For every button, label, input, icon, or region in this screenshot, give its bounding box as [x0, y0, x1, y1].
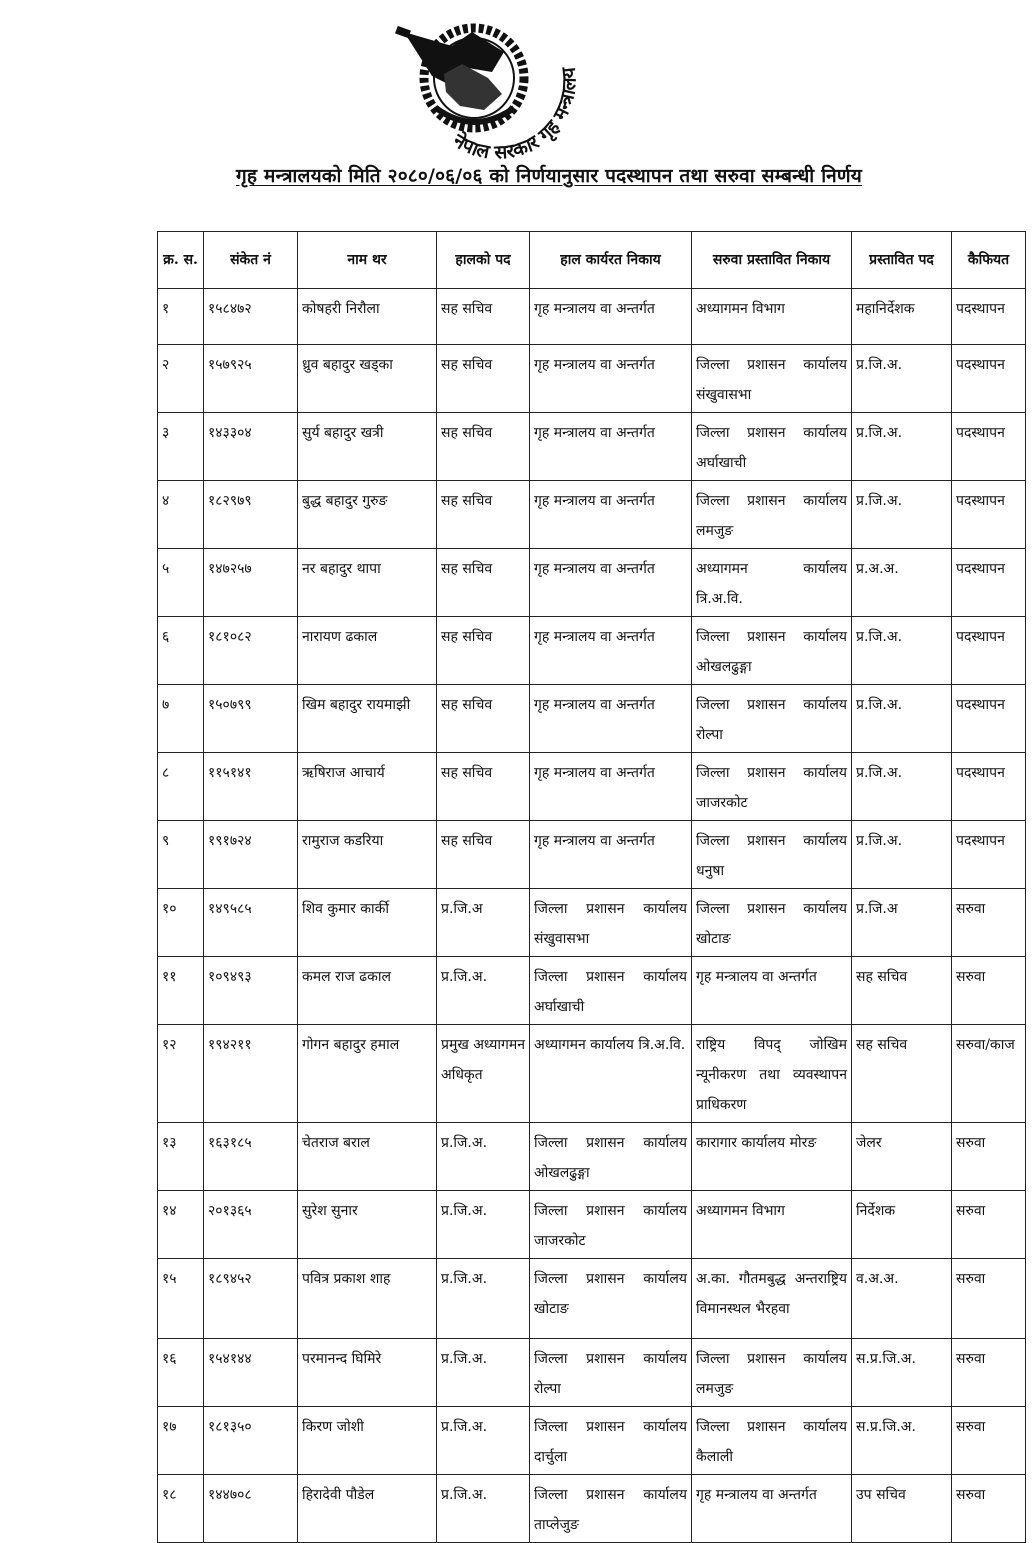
cell-col-name: कमल राज ढकाल [298, 957, 437, 1025]
cell-col-name: पवित्र प्रकाश शाह [298, 1259, 437, 1339]
transfer-table [157, 231, 1026, 1543]
cell-col-proposed-post: महानिर्देशक [852, 289, 952, 345]
cell-col-serial: १७ [158, 1407, 204, 1475]
table-row [158, 345, 1026, 413]
cell-col-current-office: गृह मन्त्रालय वा अन्तर्गत [530, 549, 692, 617]
cell-col-remarks: सरुवा [952, 1407, 1026, 1475]
cell-col-proposed-post: प्र.जि.अ [852, 889, 952, 957]
cell-col-serial: ७ [158, 685, 204, 753]
cell-col-current-office: गृह मन्त्रालय वा अन्तर्गत [530, 753, 692, 821]
cell-col-serial: १ [158, 289, 204, 345]
cell-col-code: १५०७९९ [204, 685, 298, 753]
cell-col-remarks: सरुवा [952, 1123, 1026, 1191]
cell-col-current-post: प्र.जि.अ. [437, 1123, 530, 1191]
cell-col-current-post: सह सचिव [437, 821, 530, 889]
cell-col-current-office: अध्यागमन कार्यालय त्रि.अ.वि. [530, 1025, 692, 1123]
cell-col-code: १४७२५७ [204, 549, 298, 617]
cell-col-code: १४९५८५ [204, 889, 298, 957]
header-col-code: संकेत नं [204, 232, 298, 289]
cell-col-name: रामुराज कडरिया [298, 821, 437, 889]
cell-col-serial: १६ [158, 1339, 204, 1407]
cell-col-code: १०९४९३ [204, 957, 298, 1025]
cell-col-remarks: सरुवा/काज [952, 1025, 1026, 1123]
cell-col-proposed-post: प्र.जि.अ. [852, 481, 952, 549]
cell-col-remarks: पदस्थापन [952, 821, 1026, 889]
cell-col-current-post: सह सचिव [437, 413, 530, 481]
cell-col-current-post: प्र.जि.अ. [437, 1339, 530, 1407]
cell-col-serial: १२ [158, 1025, 204, 1123]
cell-col-remarks: सरुवा [952, 1339, 1026, 1407]
cell-col-proposed-office: जिल्ला प्रशासन कार्यालय जाजरकोट [692, 753, 852, 821]
seal-text: नेपाल सरकार गृह मन्त्रालय [449, 66, 581, 164]
cell-col-name: किरण जोशी [298, 1407, 437, 1475]
cell-col-current-post: सह सचिव [437, 289, 530, 345]
cell-col-proposed-post: सह सचिव [852, 957, 952, 1025]
cell-col-remarks: पदस्थापन [952, 413, 1026, 481]
cell-col-remarks: सरुवा [952, 889, 1026, 957]
cell-col-proposed-office: जिल्ला प्रशासन कार्यालय धनुषा [692, 821, 852, 889]
table-row [158, 1339, 1026, 1407]
cell-col-current-office: जिल्ला प्रशासन कार्यालय ताप्लेजुङ [530, 1475, 692, 1543]
cell-col-code: १६३१८५ [204, 1123, 298, 1191]
cell-col-code: १८१३५० [204, 1407, 298, 1475]
table-row [158, 1025, 1026, 1123]
header-col-proposed-post: प्रस्तावित पद [852, 232, 952, 289]
header-col-current-post: हालको पद [437, 232, 530, 289]
cell-col-current-post: सह सचिव [437, 345, 530, 413]
cell-col-proposed-post: प्र.जि.अ. [852, 413, 952, 481]
cell-col-proposed-office: जिल्ला प्रशासन कार्यालय रोल्पा [692, 685, 852, 753]
cell-col-remarks: सरुवा [952, 1475, 1026, 1543]
cell-col-proposed-office: जिल्ला प्रशासन कार्यालय अर्घाखाची [692, 413, 852, 481]
cell-col-current-post: प्र.जि.अ. [437, 957, 530, 1025]
cell-col-proposed-office: अध्यागमन विभाग [692, 1191, 852, 1259]
cell-col-proposed-office: राष्ट्रिय विपद् जोखिम न्यूनीकरण तथा व्यवस्थापन प्राधिकरण [692, 1025, 852, 1123]
cell-col-serial: ५ [158, 549, 204, 617]
cell-col-name: कोषहरी निरौला [298, 289, 437, 345]
cell-col-name: ध्रुव बहादुर खड्का [298, 345, 437, 413]
cell-col-current-office: गृह मन्त्रालय वा अन्तर्गत [530, 617, 692, 685]
cell-col-current-post: सह सचिव [437, 685, 530, 753]
cell-col-proposed-post: प्र.जि.अ. [852, 753, 952, 821]
cell-col-code: १४४७०८ [204, 1475, 298, 1543]
cell-col-code: १८१०८२ [204, 617, 298, 685]
table-row [158, 821, 1026, 889]
cell-col-proposed-post: प्र.जि.अ. [852, 821, 952, 889]
table-row [158, 889, 1026, 957]
cell-col-proposed-office: जिल्ला प्रशासन कार्यालय संखुवासभा [692, 345, 852, 413]
cell-col-current-post: सह सचिव [437, 481, 530, 549]
cell-col-proposed-post: प्र.अ.अ. [852, 549, 952, 617]
cell-col-proposed-post: जेलर [852, 1123, 952, 1191]
cell-col-serial: ८ [158, 753, 204, 821]
cell-col-current-office: जिल्ला प्रशासन कार्यालय ओखलढुङ्गा [530, 1123, 692, 1191]
cell-col-current-office: गृह मन्त्रालय वा अन्तर्गत [530, 345, 692, 413]
cell-col-current-post: सह सचिव [437, 549, 530, 617]
cell-col-current-office: जिल्ला प्रशासन कार्यालय रोल्पा [530, 1339, 692, 1407]
table-row [158, 685, 1026, 753]
cell-col-remarks: पदस्थापन [952, 549, 1026, 617]
table-header-row [158, 232, 1026, 289]
cell-col-current-office: जिल्ला प्रशासन कार्यालय संखुवासभा [530, 889, 692, 957]
cell-col-proposed-post: प्र.जि.अ. [852, 345, 952, 413]
cell-col-proposed-post: प्र.जि.अ. [852, 617, 952, 685]
cell-col-name: नारायण ढकाल [298, 617, 437, 685]
cell-col-remarks: पदस्थापन [952, 753, 1026, 821]
cell-col-current-post: सह सचिव [437, 617, 530, 685]
table-row [158, 1259, 1026, 1339]
cell-col-proposed-post: उप सचिव [852, 1475, 952, 1543]
cell-col-serial: १३ [158, 1123, 204, 1191]
cell-col-serial: ६ [158, 617, 204, 685]
cell-col-code: १५८४७२ [204, 289, 298, 345]
cell-col-remarks: सरुवा [952, 957, 1026, 1025]
header-col-name: नाम थर [298, 232, 437, 289]
cell-col-current-post: प्र.जि.अ [437, 889, 530, 957]
document-title: गृह मन्त्रालयको मिति २०८०/०६/०६ को निर्णयानुसार पदस्थापन तथा सरुवा सम्बन्धी निर्णय [236, 165, 863, 187]
cell-col-current-post: प्र.जि.अ. [437, 1475, 530, 1543]
cell-col-serial: ४ [158, 481, 204, 549]
cell-col-name: गोगन बहादुर हमाल [298, 1025, 437, 1123]
cell-col-remarks: पदस्थापन [952, 289, 1026, 345]
cell-col-name: खिम बहादुर रायमाझी [298, 685, 437, 753]
cell-col-proposed-post: व.अ.अ. [852, 1259, 952, 1339]
cell-col-current-office: गृह मन्त्रालय वा अन्तर्गत [530, 821, 692, 889]
cell-col-proposed-office: जिल्ला प्रशासन कार्यालय लमजुङ [692, 1339, 852, 1407]
table-row [158, 549, 1026, 617]
cell-col-code: १९४२११ [204, 1025, 298, 1123]
cell-col-proposed-post: स.प्र.जि.अ. [852, 1407, 952, 1475]
cell-col-remarks: सरुवा [952, 1259, 1026, 1339]
cell-col-proposed-office: अ.का. गौतमबुद्ध अन्तराष्ट्रिय विमानस्थल भैरहवा [692, 1259, 852, 1339]
cell-col-name: ऋषिराज आचार्य [298, 753, 437, 821]
cell-col-current-post: प्र.जि.अ. [437, 1407, 530, 1475]
cell-col-proposed-office: जिल्ला प्रशासन कार्यालय लमजुङ [692, 481, 852, 549]
cell-col-current-post: सह सचिव [437, 753, 530, 821]
cell-col-proposed-post: निर्देशक [852, 1191, 952, 1259]
cell-col-proposed-office: अध्यागमन विभाग [692, 289, 852, 345]
cell-col-proposed-office: अध्यागमन कार्यालय त्रि.अ.वि. [692, 549, 852, 617]
cell-col-code: १८२९७९ [204, 481, 298, 549]
cell-col-remarks: पदस्थापन [952, 345, 1026, 413]
cell-col-current-office: गृह मन्त्रालय वा अन्तर्गत [530, 685, 692, 753]
cell-col-name: सुरेश सुनार [298, 1191, 437, 1259]
cell-col-current-post: प्र.जि.अ. [437, 1259, 530, 1339]
table-row [158, 1191, 1026, 1259]
cell-col-serial: १८ [158, 1475, 204, 1543]
cell-col-code: १५७९२५ [204, 345, 298, 413]
table-row [158, 1407, 1026, 1475]
cell-col-remarks: सरुवा [952, 1191, 1026, 1259]
cell-col-name: परमानन्द घिमिरे [298, 1339, 437, 1407]
cell-col-current-post: प्र.जि.अ. [437, 1191, 530, 1259]
cell-col-name: हिरादेवी पौडेल [298, 1475, 437, 1543]
cell-col-name: शिव कुमार कार्की [298, 889, 437, 957]
table-row [158, 413, 1026, 481]
cell-col-code: २०१३६५ [204, 1191, 298, 1259]
cell-col-code: १८९४५२ [204, 1259, 298, 1339]
cell-col-current-office: जिल्ला प्रशासन कार्यालय जाजरकोट [530, 1191, 692, 1259]
header-col-serial: क्र. स. [158, 232, 204, 289]
cell-col-code: १९१७२४ [204, 821, 298, 889]
cell-col-current-office: गृह मन्त्रालय वा अन्तर्गत [530, 481, 692, 549]
cell-col-serial: १५ [158, 1259, 204, 1339]
table-row [158, 957, 1026, 1025]
cell-col-name: बुद्ध बहादुर गुरुङ [298, 481, 437, 549]
cell-col-name: नर बहादुर थापा [298, 549, 437, 617]
cell-col-serial: १० [158, 889, 204, 957]
cell-col-code: १५४१४४ [204, 1339, 298, 1407]
cell-col-remarks: पदस्थापन [952, 617, 1026, 685]
table-row [158, 289, 1026, 345]
cell-col-serial: २ [158, 345, 204, 413]
cell-col-current-office: गृह मन्त्रालय वा अन्तर्गत [530, 289, 692, 345]
header-col-current-office: हाल कार्यरत निकाय [530, 232, 692, 289]
cell-col-proposed-office: कारागार कार्यालय मोरङ [692, 1123, 852, 1191]
cell-col-serial: ९ [158, 821, 204, 889]
cell-col-proposed-office: जिल्ला प्रशासन कार्यालय ओखलढुङ्गा [692, 617, 852, 685]
table-row [158, 1475, 1026, 1543]
cell-col-current-office: जिल्ला प्रशासन कार्यालय खोटाङ [530, 1259, 692, 1339]
cell-col-current-office: गृह मन्त्रालय वा अन्तर्गत [530, 413, 692, 481]
cell-col-proposed-office: गृह मन्त्रालय वा अन्तर्गत [692, 957, 852, 1025]
cell-col-current-office: जिल्ला प्रशासन कार्यालय अर्घाखाची [530, 957, 692, 1025]
table-row [158, 1123, 1026, 1191]
cell-col-serial: ११ [158, 957, 204, 1025]
cell-col-name: चेतराज बराल [298, 1123, 437, 1191]
table-row [158, 753, 1026, 821]
table-row [158, 481, 1026, 549]
cell-col-proposed-post: सह सचिव [852, 1025, 952, 1123]
cell-col-serial: ३ [158, 413, 204, 481]
header-col-remarks: कैफियत [952, 232, 1026, 289]
cell-col-proposed-office: गृह मन्त्रालय वा अन्तर्गत [692, 1475, 852, 1543]
table-row [158, 617, 1026, 685]
government-seal-icon [392, 12, 582, 172]
cell-col-code: १४३३०४ [204, 413, 298, 481]
cell-col-code: ११५१४१ [204, 753, 298, 821]
cell-col-proposed-post: प्र.जि.अ. [852, 685, 952, 753]
cell-col-current-office: जिल्ला प्रशासन कार्यालय दार्चुला [530, 1407, 692, 1475]
cell-col-name: सुर्य बहादुर खत्री [298, 413, 437, 481]
cell-col-proposed-post: स.प्र.जि.अ. [852, 1339, 952, 1407]
cell-col-proposed-office: जिल्ला प्रशासन कार्यालय कैलाली [692, 1407, 852, 1475]
cell-col-serial: १४ [158, 1191, 204, 1259]
cell-col-current-post: प्रमुख अध्यागमन अधिकृत [437, 1025, 530, 1123]
header-col-proposed-office: सरुवा प्रस्तावित निकाय [692, 232, 852, 289]
cell-col-proposed-office: जिल्ला प्रशासन कार्यालय खोटाङ [692, 889, 852, 957]
cell-col-remarks: पदस्थापन [952, 481, 1026, 549]
cell-col-remarks: पदस्थापन [952, 685, 1026, 753]
